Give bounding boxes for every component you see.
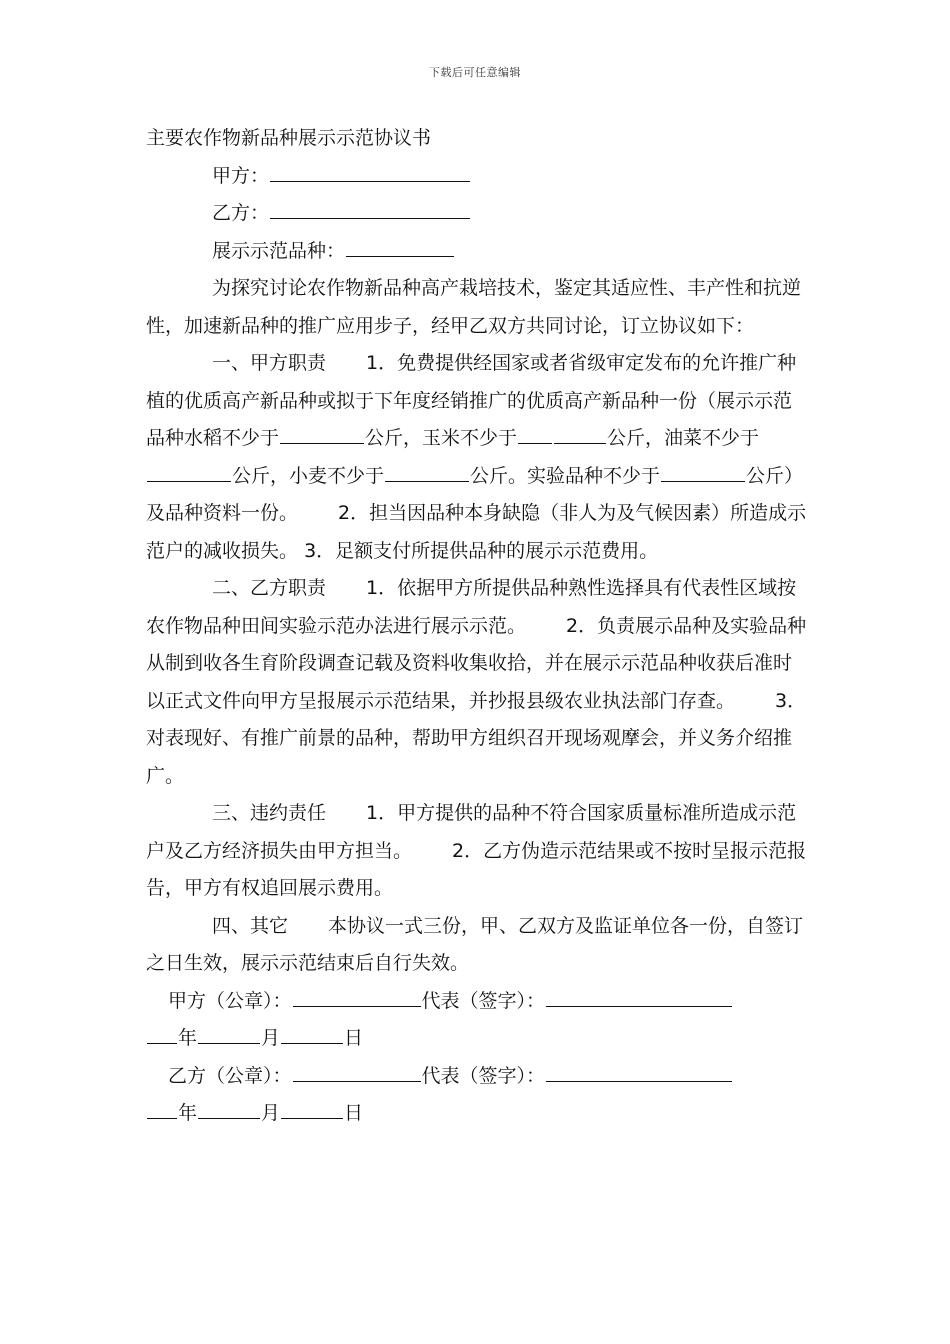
document-title: 主要农作物新品种展示示范协议书 [146,127,432,149]
year-label: 年 [178,1102,198,1124]
section-4 [146,908,810,983]
section-1-item-1-corn: 公斤，玉米不少于 [365,427,518,449]
party-b-rep-label: 代表（签字）： [421,1064,546,1087]
section-2 [146,570,810,795]
section-2-item-3: 3．对表现好、有推广前景的品种，帮助甲方组织召开现场观摩会，并义务介绍推广。 [146,689,807,787]
party-b-date-line [146,1095,810,1133]
party-a-field [146,158,810,196]
section-3-item-1: 1．甲方提供的品种不符合国家质量标准所造成示范户及乙方经济损失由甲方担当。 [146,802,797,862]
party-a-signature-line [146,983,810,1021]
section-1-item-1: 1．免费提供经国家或者省级审定发布的允许推广种植的优质高产新品种或拟于下年度经销推广的优质高产新品种一份（展示示范品种水稻不少于 [146,352,797,449]
page-header-note: 下载后可任意编辑 [429,66,521,79]
section-1-item-2: 2．担当因品种本身缺隐（非人为及气候因素）所造成示范户的减收损失。 [146,502,807,562]
party-a-seal-label: 甲方（公章）： [168,989,292,1012]
section-3-item-2: 2．乙方伪造示范结果或不按时呈报示范报告，甲方有权追回展示费用。 [146,839,807,899]
party-a-date-line [146,1020,810,1058]
month-label: 月 [261,1027,281,1049]
party-b-seal-label: 乙方（公章）： [168,1064,292,1087]
party-a-label: 甲方： [212,164,270,187]
party-a-month-blank[interactable] [198,1024,260,1044]
year-label: 年 [178,1027,198,1049]
party-b-year-blank[interactable] [147,1099,177,1119]
section-1-item-1-trial: 公斤。实验品种不少于 [470,464,661,487]
section-3 [146,795,810,908]
party-b-field [146,195,810,233]
party-b-rep-blank[interactable] [546,1062,732,1082]
section-4-heading: 四、其它 [212,914,289,937]
day-label: 日 [344,1027,364,1049]
party-a-day-blank[interactable] [281,1024,343,1044]
section-2-item-1: 1．依据甲方所提供品种熟性选择具有代表性区域按农作物品种田间实验示范办法进行展示示范。 [146,577,797,637]
party-b-day-blank[interactable] [281,1099,343,1119]
party-b-blank[interactable] [270,199,470,219]
section-2-item-2: 2．负责展示品种及实验品种从制到收各生育阶段调查记载及资料收集收拾，并在展示示范品种收获后准时以正式文件向甲方呈报展示示范结果，并抄报县级农业执法部门存查。 [146,614,807,712]
party-a-seal-blank[interactable] [293,987,421,1007]
rice-blank[interactable] [280,424,364,444]
trial-blank[interactable] [661,462,745,482]
party-a-year-blank[interactable] [147,1024,177,1044]
variety-blank[interactable] [346,237,454,257]
corn-blank-a[interactable] [518,424,552,444]
variety-field [146,233,810,271]
month-label: 月 [261,1102,281,1124]
section-1-item-1-wheat: 公斤，小麦不少于 [232,464,385,487]
variety-label: 展示示范品种： [212,239,346,262]
corn-blank-b[interactable] [554,424,606,444]
day-label: 日 [344,1102,364,1124]
wheat-blank[interactable] [385,462,469,482]
party-a-blank[interactable] [270,162,470,182]
party-b-signature-line [146,1058,810,1096]
section-1-item-1-rapeseed: 公斤，油菜不少于 [607,427,760,449]
party-a-rep-label: 代表（签字）： [421,989,546,1012]
party-a-rep-blank[interactable] [546,987,732,1007]
party-b-month-blank[interactable] [198,1099,260,1119]
rapeseed-blank[interactable] [147,462,231,482]
section-2-heading: 二、乙方职责 [212,577,327,599]
section-1-item-1-end: 公斤）及品种资料一份。 [146,464,804,524]
section-1-heading: 一、甲方职责 [212,352,327,374]
section-1 [146,345,810,570]
party-b-label: 乙方： [212,202,270,224]
intro-paragraph: 为探究讨论农作物新品种高产栽培技术，鉴定其适应性、丰产性和抗逆性，加速新品种的推广应用步子，经甲乙双方共同讨论，订立协议如下： [146,277,802,337]
section-4-item-1: 本协议一式三份，甲、乙双方及监证单位各一份，自签订之日生效，展示示范结束后自行失效。 [146,914,804,974]
section-3-heading: 三、违约责任 [212,802,327,824]
party-b-seal-blank[interactable] [293,1062,421,1082]
agreement-body [146,120,810,1133]
section-1-item-3: 3．足额支付所提供品种的展示示范费用。 [304,539,659,562]
